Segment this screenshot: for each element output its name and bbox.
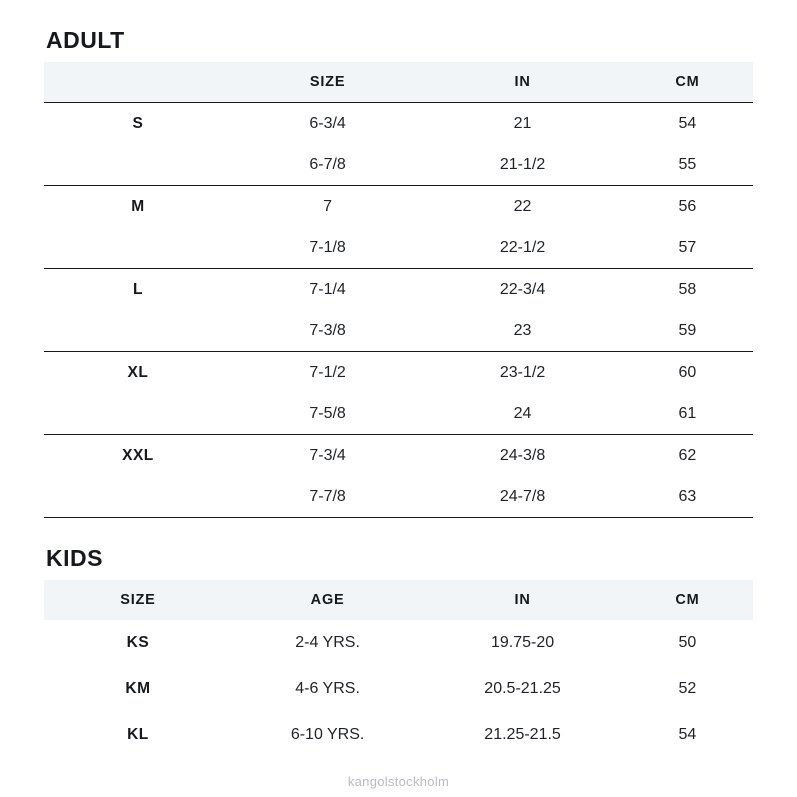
adult-row-label	[44, 144, 232, 186]
table-row	[44, 352, 753, 394]
kids-row-in: 20.5-21.25	[484, 680, 561, 697]
adult-row-label	[44, 476, 232, 518]
adult-table-header	[44, 62, 753, 103]
adult-row-cm: 56	[622, 186, 753, 228]
adult-row-label: S	[44, 103, 232, 145]
kids-row-cm: 50	[678, 634, 697, 651]
adult-row-cm: 61	[678, 404, 697, 422]
adult-row-size: 7-5/8	[309, 404, 346, 422]
table-row	[44, 144, 753, 186]
adult-row-cm: 59	[678, 321, 697, 339]
adult-row-size: 7-1/4	[232, 269, 423, 311]
kids-header-size: SIZE	[44, 580, 232, 620]
adult-row-label	[44, 227, 232, 269]
kids-row-in: 21.25-21.5	[484, 726, 561, 743]
table-row	[44, 476, 753, 518]
kids-table-body	[44, 620, 753, 758]
adult-row-cm: 63	[622, 476, 753, 518]
table-row	[44, 666, 753, 712]
adult-row-label: XXL	[44, 435, 232, 477]
adult-row-size: 6-3/4	[232, 103, 423, 145]
kids-row-age: 6-10 YRS.	[290, 726, 365, 743]
kids-header-age: AGE	[232, 580, 423, 620]
adult-row-in: 21-1/2	[499, 155, 546, 173]
adult-row-in: 24	[513, 404, 532, 422]
kids-row-label: KM	[125, 680, 151, 697]
table-row	[44, 310, 753, 352]
adult-row-in: 24-7/8	[423, 476, 622, 518]
adult-row-in: 23	[513, 321, 532, 339]
adult-table-body	[44, 103, 753, 518]
adult-row-in: 22-3/4	[423, 269, 622, 311]
adult-row-in: 22	[423, 186, 622, 228]
adult-row-label: M	[44, 186, 232, 228]
table-header-row	[44, 62, 753, 103]
kids-table-header	[44, 580, 753, 620]
adult-header-cm: CM	[622, 62, 753, 103]
kids-row-label: KL	[127, 726, 149, 743]
adult-row-in: 23-1/2	[423, 352, 622, 394]
adult-row-label	[44, 310, 232, 352]
table-row	[44, 435, 753, 477]
adult-row-label: L	[44, 269, 232, 311]
adult-size-table	[44, 62, 753, 518]
adult-header-size: SIZE	[232, 62, 423, 103]
kids-size-table	[44, 580, 753, 758]
adult-row-size: 7-1/8	[309, 238, 346, 256]
adult-row-cm: 57	[678, 238, 697, 256]
adult-row-in: 21	[423, 103, 622, 145]
kids-row-age: 4-6 YRS.	[295, 680, 360, 697]
kids-row-in: 19.75-20	[490, 634, 555, 651]
adult-row-in: 22-1/2	[499, 238, 546, 256]
adult-row-size: 7-1/2	[232, 352, 423, 394]
kids-header-in: IN	[423, 580, 622, 620]
watermark: kangolstockholm	[347, 774, 450, 789]
table-row	[44, 227, 753, 269]
table-row	[44, 186, 753, 228]
adult-row-cm: 54	[622, 103, 753, 145]
adult-row-size: 7-7/8	[232, 476, 423, 518]
table-row	[44, 103, 753, 145]
adult-row-size: 7	[232, 186, 423, 228]
kids-row-label: KS	[126, 634, 150, 651]
adult-header-in: IN	[423, 62, 622, 103]
table-row	[44, 712, 753, 758]
adult-header-blank	[44, 62, 232, 103]
table-row	[44, 269, 753, 311]
table-row	[44, 620, 753, 666]
adult-section-title: ADULT	[46, 27, 125, 53]
adult-row-cm: 60	[622, 352, 753, 394]
kids-row-cm: 52	[678, 680, 697, 697]
kids-section-title: KIDS	[46, 545, 103, 571]
adult-row-size: 6-7/8	[309, 155, 346, 173]
kids-row-age: 2-4 YRS.	[295, 634, 360, 651]
adult-row-label	[44, 393, 232, 435]
kids-header-cm: CM	[622, 580, 753, 620]
kids-row-cm: 54	[678, 726, 697, 743]
table-header-row	[44, 580, 753, 620]
adult-row-in: 24-3/8	[423, 435, 622, 477]
table-row	[44, 393, 753, 435]
adult-row-label: XL	[44, 352, 232, 394]
adult-row-cm: 62	[622, 435, 753, 477]
adult-row-cm: 55	[678, 155, 697, 173]
adult-row-size: 7-3/4	[232, 435, 423, 477]
adult-row-size: 7-3/8	[309, 321, 346, 339]
adult-row-cm: 58	[622, 269, 753, 311]
